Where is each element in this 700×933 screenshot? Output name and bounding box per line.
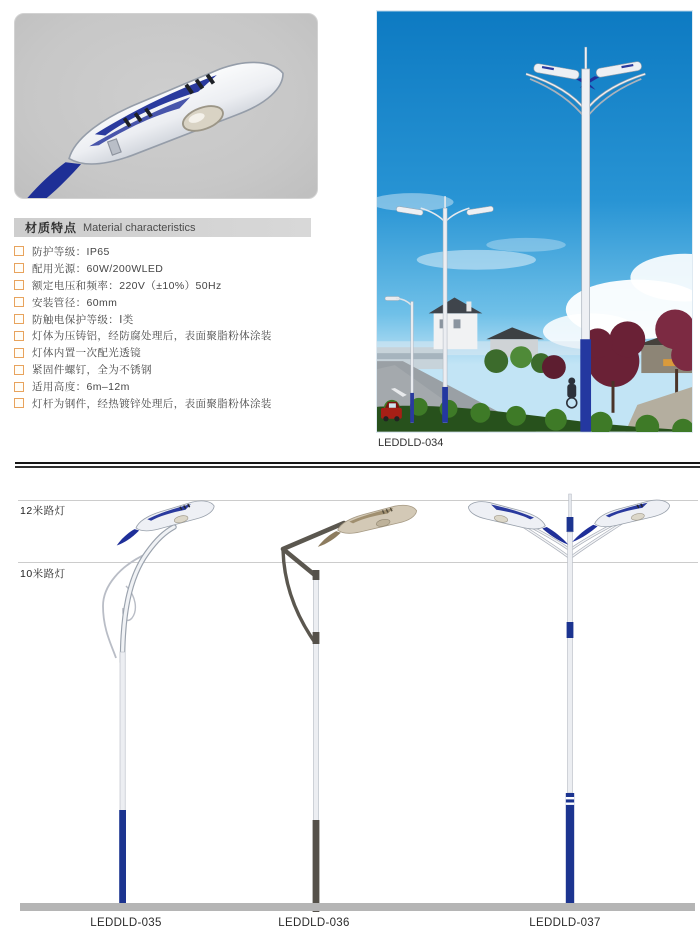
- checkbox-icon: [14, 297, 24, 307]
- spec-item: 紧固件螺钉，全为不锈钢: [14, 361, 272, 378]
- lamp-037-illustration: [455, 488, 690, 912]
- spec-item: 灯体内置一次配光透镜: [14, 344, 272, 361]
- spec-item: 适用高度：6m–12m: [14, 378, 272, 395]
- material-characteristics-header: [14, 218, 311, 237]
- model-label-035: LEDDLD-035: [90, 917, 162, 929]
- pole-035-blue-base: [119, 810, 126, 904]
- lamp-036-head: [313, 502, 420, 547]
- product-photo-panel: [14, 13, 318, 199]
- lamp-037-left-head: [465, 498, 573, 544]
- spec-item: 灯杆为钢件，经热镀锌处理后，表面聚脂粉体涂装: [14, 395, 272, 412]
- pole-037-blue-base: [566, 793, 574, 903]
- lamp-head-illustration: [15, 49, 300, 198]
- checkbox-icon: [14, 280, 24, 290]
- checkbox-icon: [14, 314, 24, 324]
- checkbox-icon: [14, 246, 24, 256]
- street-photo-image: [377, 11, 692, 432]
- checkbox-icon: [14, 263, 24, 273]
- height-marker-12m: 12米路灯: [20, 505, 66, 517]
- ground-bar: [20, 903, 695, 911]
- street-photo: [376, 10, 693, 433]
- spec-item: 安装管径：60mm: [14, 294, 272, 311]
- photo-caption: LEDDLD-034: [378, 437, 444, 449]
- section-divider: [15, 462, 700, 464]
- pole-037: [568, 532, 573, 793]
- lamp-head-product-image: [15, 14, 317, 198]
- lamp-035-head: [111, 497, 218, 545]
- checkbox-icon: [14, 398, 24, 408]
- material-title-en: Material characteristics: [83, 221, 196, 234]
- height-marker-10m: 10米路灯: [20, 568, 66, 580]
- pole-036-dark-base: [313, 820, 320, 912]
- section-divider-line: [15, 466, 700, 468]
- spec-list: [14, 243, 272, 412]
- model-label-037: LEDDLD-037: [529, 917, 601, 929]
- material-title-zh: 材质特点: [25, 221, 78, 235]
- spec-item: 额定电压和频率：220V（±10%）50Hz: [14, 277, 272, 294]
- spec-item: 防触电保护等级：Ⅰ类: [14, 311, 272, 328]
- spec-item: 配用光源：60W/200WLED: [14, 260, 272, 277]
- spec-item: 灯体为压铸铝，经防腐处理后，表面聚脂粉体涂装: [14, 327, 272, 344]
- checkbox-icon: [14, 382, 24, 392]
- lamp-035-illustration: [46, 492, 226, 904]
- checkbox-icon: [14, 331, 24, 341]
- lamp-036-illustration: [240, 492, 440, 912]
- checkbox-icon: [14, 348, 24, 358]
- checkbox-icon: [14, 365, 24, 375]
- lamp-037-right-head: [567, 497, 673, 542]
- spec-item: 防护等级：IP65: [14, 243, 272, 260]
- model-label-036: LEDDLD-036: [278, 917, 350, 929]
